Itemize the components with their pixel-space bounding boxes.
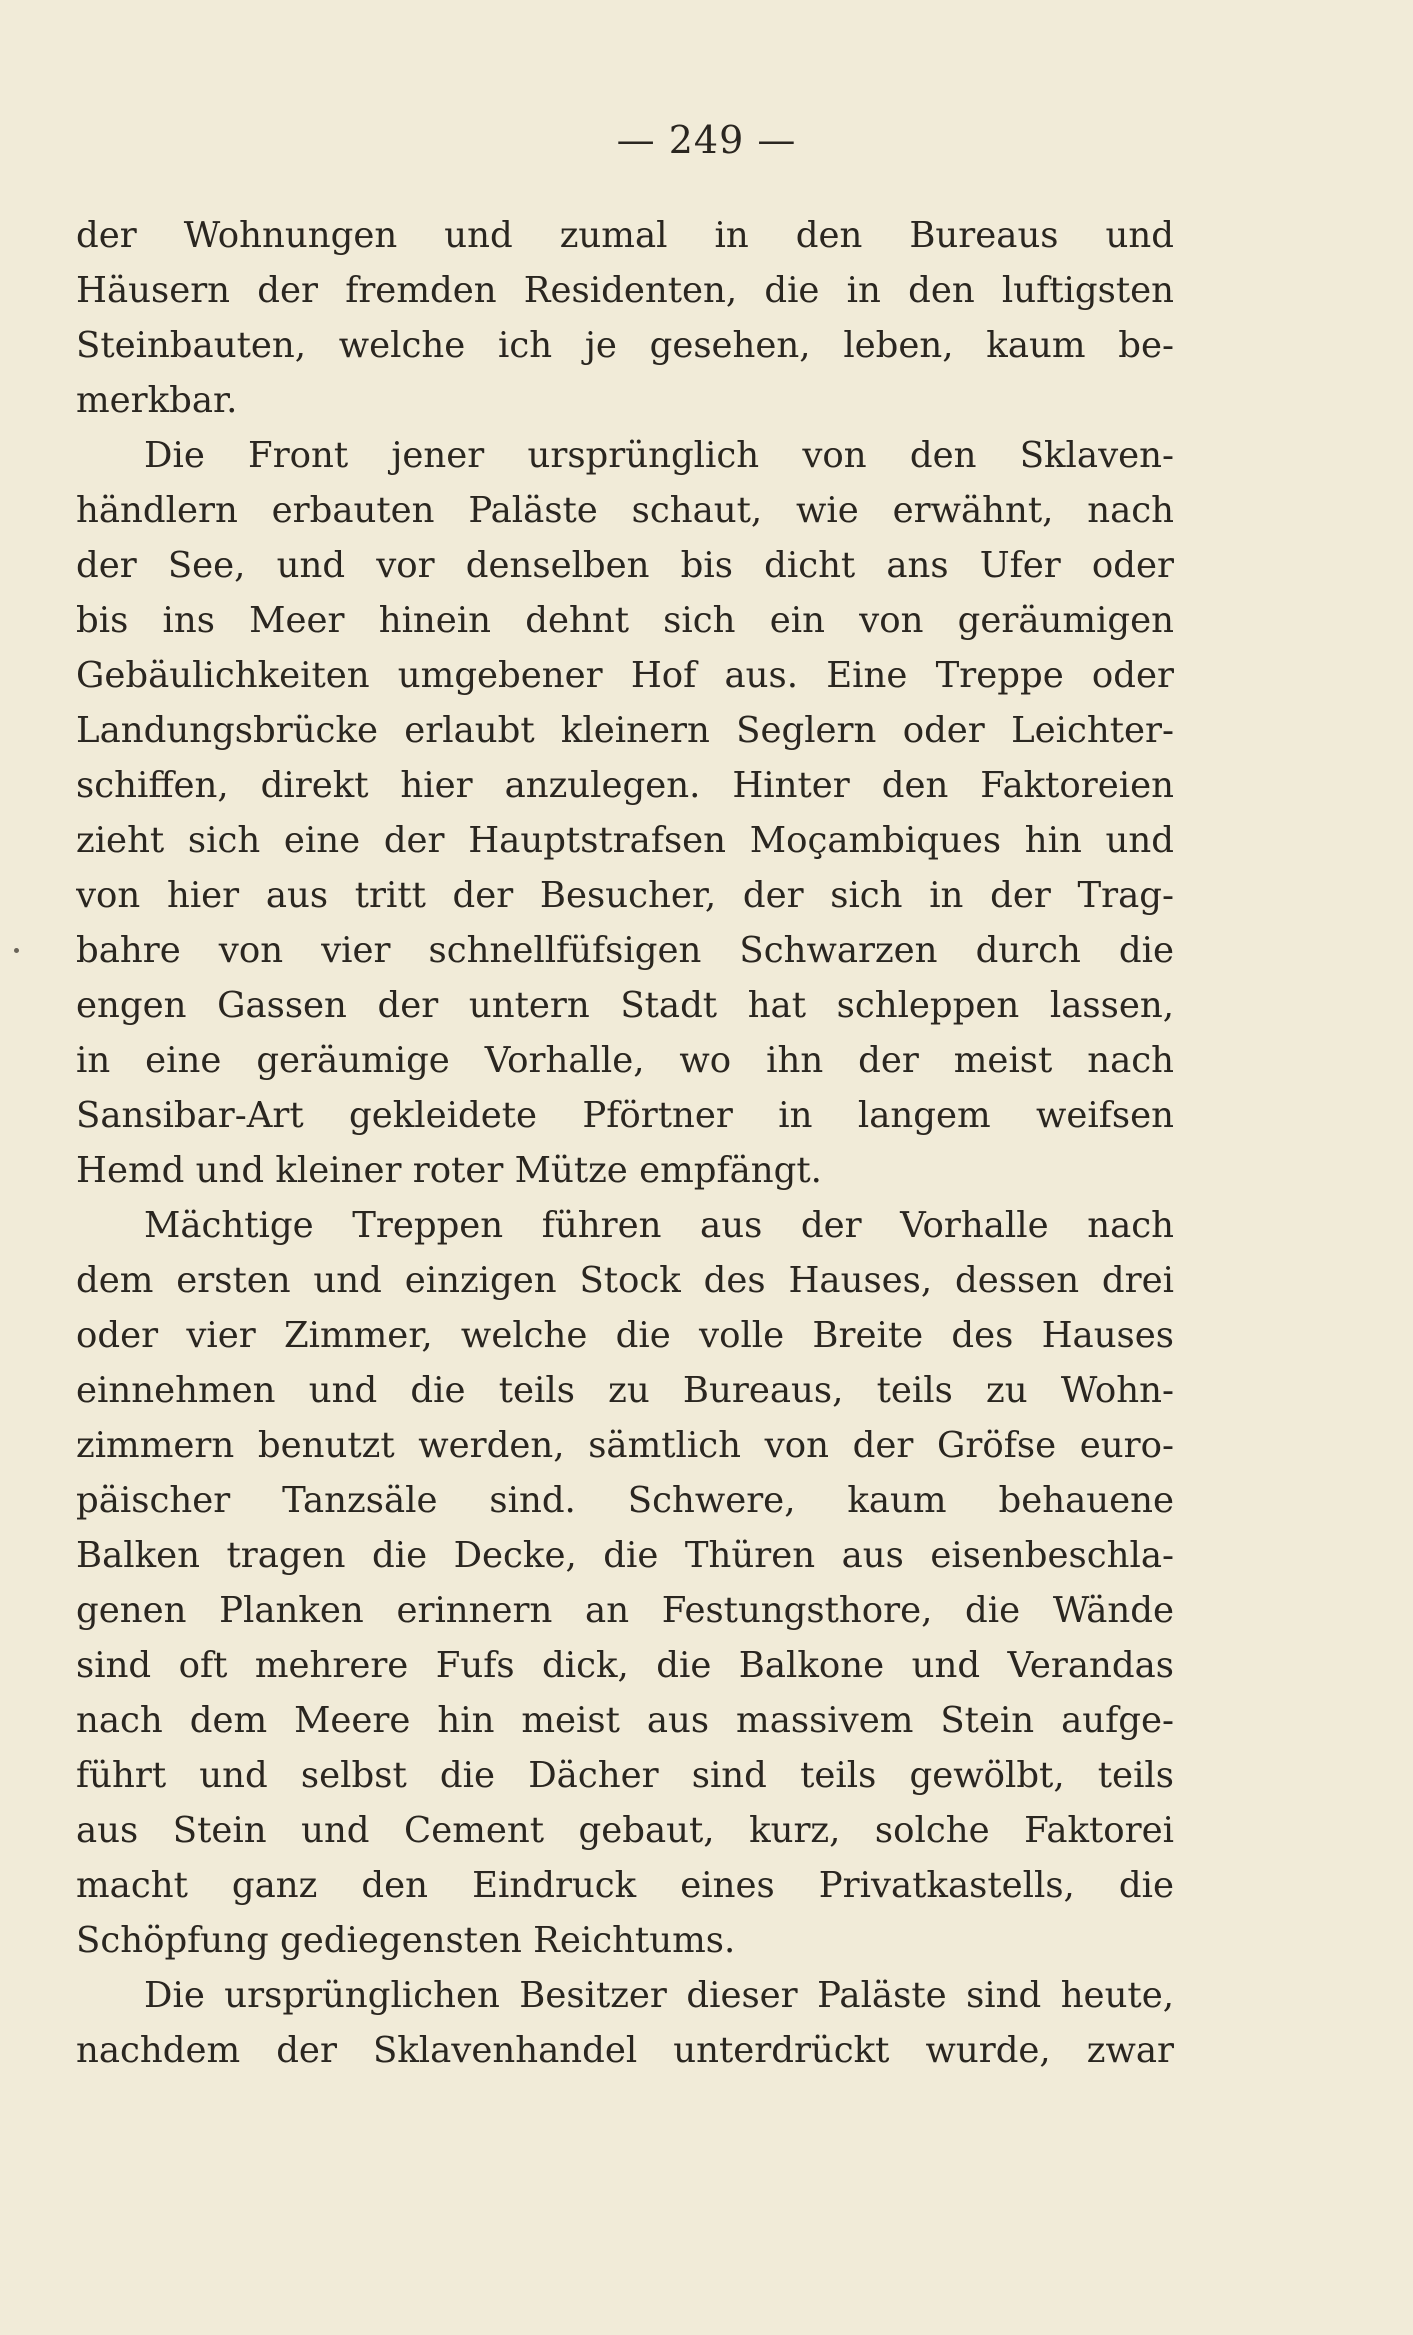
text-line: engen Gassen der untern Stadt hat schleppen lassen, <box>76 985 1174 1026</box>
text-line: Die Front jener ursprünglich von den Sklaven- <box>144 435 1174 476</box>
paragraph <box>76 208 1174 428</box>
body-text <box>76 208 1174 2078</box>
text-line: aus Stein und Cement gebaut, kurz, solche Faktorei <box>76 1810 1174 1851</box>
text-line: oder vier Zimmer, welche die volle Breite des Hauses <box>76 1315 1174 1356</box>
text-line: bis ins Meer hinein dehnt sich ein von geräumigen <box>76 600 1174 641</box>
text-line: führt und selbst die Dächer sind teils gewölbt, teils <box>76 1755 1174 1796</box>
text-line: der See, und vor denselben bis dicht ans Ufer oder <box>76 545 1174 586</box>
text-line: zieht sich eine der Hauptstrafsen Moçambiques hin und <box>76 820 1174 861</box>
text-line: merkbar. <box>76 380 238 421</box>
text-line: Häusern der fremden Residenten, die in den luftigsten <box>76 270 1174 311</box>
text-line: dem ersten und einzigen Stock des Hauses, dessen drei <box>76 1260 1174 1301</box>
text-line: einnehmen und die teils zu Bureaus, teils zu Wohn- <box>76 1370 1174 1411</box>
page-number: — 249 — <box>616 118 797 162</box>
text-line: Gebäulichkeiten umgebener Hof aus. Eine Treppe oder <box>76 655 1174 696</box>
text-line: Hemd und kleiner roter Mütze empfängt. <box>76 1150 822 1191</box>
text-line: händlern erbauten Paläste schaut, wie erwähnt, nach <box>76 490 1174 531</box>
text-line: der Wohnungen und zumal in den Bureaus und <box>76 215 1174 256</box>
text-line: Mächtige Treppen führen aus der Vorhalle nach <box>144 1205 1174 1246</box>
text-line: schiffen, direkt hier anzulegen. Hinter den Faktoreien <box>76 765 1174 806</box>
text-line: bahre von vier schnellfüfsigen Schwarzen durch die <box>76 930 1174 971</box>
text-line: Steinbauten, welche ich je gesehen, leben, kaum be- <box>76 325 1174 366</box>
text-line: Die ursprünglichen Besitzer dieser Paläste sind heute, <box>144 1975 1174 2016</box>
margin-mark <box>14 948 19 953</box>
text-line: in eine geräumige Vorhalle, wo ihn der meist nach <box>76 1040 1174 1081</box>
text-line: Schöpfung gediegensten Reichtums. <box>76 1920 736 1961</box>
text-line: päischer Tanzsäle sind. Schwere, kaum behauene <box>76 1480 1174 1521</box>
paragraph <box>76 428 1174 1198</box>
text-line: nach dem Meere hin meist aus massivem Stein aufge- <box>76 1700 1174 1741</box>
text-line: macht ganz den Eindruck eines Privatkastells, die <box>76 1865 1174 1906</box>
paragraph <box>76 1198 1174 1968</box>
text-line: Balken tragen die Decke, die Thüren aus eisenbeschla- <box>76 1535 1174 1576</box>
text-line: zimmern benutzt werden, sämtlich von der Gröfse euro- <box>76 1425 1174 1466</box>
text-line: nachdem der Sklavenhandel unterdrückt wurde, zwar <box>76 2030 1174 2071</box>
paragraph <box>76 1968 1174 2078</box>
text-line: sind oft mehrere Fufs dick, die Balkone und Verandas <box>76 1645 1174 1686</box>
text-line: genen Planken erinnern an Festungsthore, die Wände <box>76 1590 1174 1631</box>
text-line: Landungsbrücke erlaubt kleinern Seglern oder Leichter- <box>76 710 1174 751</box>
text-line: Sansibar-Art gekleidete Pförtner in langem weifsen <box>76 1095 1174 1136</box>
text-line: von hier aus tritt der Besucher, der sich in der Trag- <box>76 875 1174 916</box>
